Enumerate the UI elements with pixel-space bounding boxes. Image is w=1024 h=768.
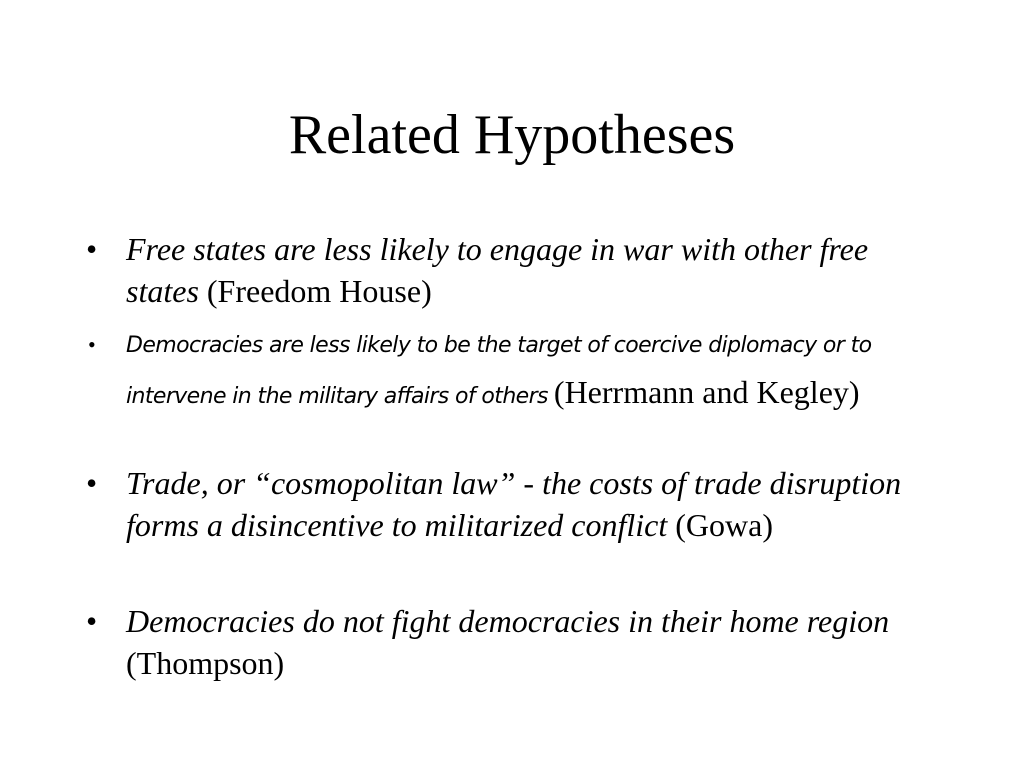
bullet-marker: • — [86, 465, 98, 501]
bullet-source: (Freedom House) — [206, 273, 432, 309]
bullet-claim: Trade, or “cosmopolitan law” - the costs of trade disruption forms a disincentive to militarized conflict — [126, 465, 902, 543]
bullet-claim: Democracies are less likely to be the target of coercive diplomacy or to intervene in the military affairs of others — [126, 333, 872, 409]
bullet-marker: • — [86, 603, 98, 639]
bullet-item-freedom-house — [86, 228, 946, 312]
bullet-marker: • — [86, 231, 98, 267]
bullet-claim: Free states are less likely to engage in war with other free states — [126, 231, 869, 309]
bullet-item-thompson — [86, 600, 946, 684]
bullet-source: (Thompson) — [126, 645, 285, 681]
bullet-item-herrmann-kegley — [88, 322, 946, 420]
bullet-source: (Herrmann and Kegley) — [553, 374, 860, 410]
bullet-source: (Gowa) — [675, 507, 773, 543]
bullet-marker: • — [88, 332, 96, 357]
slide-title: Related Hypotheses — [288, 104, 736, 166]
bullet-item-gowa — [86, 462, 946, 546]
bullet-claim: Democracies do not fight democracies in their home region — [126, 603, 890, 639]
